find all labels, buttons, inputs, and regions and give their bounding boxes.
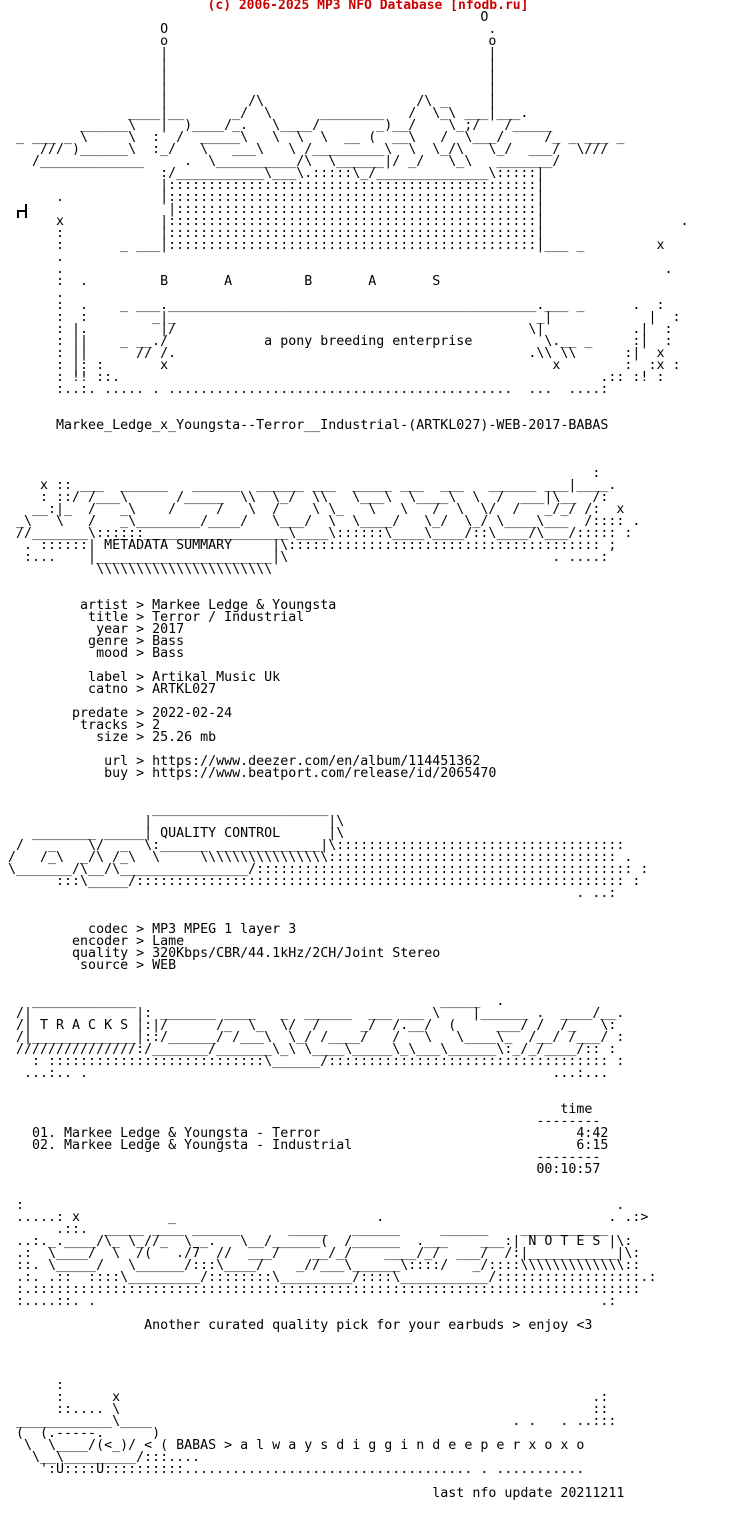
nfo-line: \__\_________/:::.... [0, 1450, 201, 1465]
nfo-line: 00:10:57 [0, 1162, 601, 1177]
nfo-line: . ::::::| METADATA SUMMARY |\::::::::::::::::::::::::::::::::::::::: ; [0, 538, 617, 553]
nfo-line: -------- [0, 1150, 601, 1165]
nfo-line: | | [0, 70, 497, 85]
nfo-line: ______\ | )____/_. \____/ _)__/ \_;/ /_____ [0, 118, 553, 133]
nfo-line: : [0, 1378, 65, 1393]
nfo-line: last nfo update 20211211 [0, 1486, 625, 1501]
nfo-line: title > Terror / Industrial [0, 610, 305, 625]
nfo-line: /| T R A C K S |:|/ /_ \_ \/ / _/ /.__/ ( ___/ / /_ \: [0, 1018, 617, 1033]
nfo-line: : _ ___|::::::::::::::::::::::::::::::::::::::::::::::|___ _ x [0, 238, 665, 253]
nfo-line [0, 780, 736, 792]
nfo-line: url > https://www.deezer.com/en/album/114451362 [0, 754, 481, 769]
nfo-line: :.:::::::::::::::::::::::::::::::::::::::::::::::::::::::::::::::::::::::::::: [0, 1282, 641, 1297]
nfo-line: : |. |/ \| .| : [0, 322, 673, 337]
nfo-line: -------- [0, 1114, 601, 1129]
nfo-line: Markee_Ledge_x_Youngsta--Terror__Industrial-(ARTKL027)-WEB-2017-BABAS [0, 418, 609, 433]
nfo-line: source > WEB [0, 958, 177, 973]
nfo-line [0, 432, 736, 444]
nfo-line: : ::/ /___\ /_____ \\ \_/ \\ \___\ \____\ \ / ___|\__ /: [0, 490, 609, 505]
nfo-line: ///////////////:/_______/_______\_\ \____\_____\_\___\______\:_/_/____/:: : [0, 1042, 617, 1057]
nfo-line [0, 444, 736, 456]
nfo-line: ____________\____ . . . ..::: [0, 1414, 617, 1429]
nfo-line: ::. \_____/ \______/:::\____/ _//___\______\::::/ _/::::\\\\\\\\\\\\\:: [0, 1258, 641, 1273]
nfo-line: /_____________ . \__________/\ \______|/ _/ \_\ _______/ [0, 154, 561, 169]
nfo-line: ...:.. . ...:... [0, 1066, 609, 1081]
nfo-line: :....::. . .: [0, 1294, 617, 1309]
nfo-line: .....: x _ . . .:> [0, 1210, 649, 1225]
nfo-line: |::::::::::::::::::::::::::::::::::::::::::::::| [0, 178, 545, 193]
nfo-line: o o [0, 34, 497, 49]
nfo-line: . [0, 286, 65, 301]
nfo-line: : |::::::::::::::::::::::::::::::::::::::::::::::| [0, 226, 545, 241]
nfo-line [0, 1332, 736, 1344]
nfo-line: ':U::::U::::::::::.................................... . ........... [0, 1462, 585, 1477]
nfo-line: :..:. ..... . ........................................... ... ....: [0, 382, 609, 397]
nfo-line: encoder > Lame [0, 934, 185, 949]
nfo-line: :... |______________________|\ . ....: [0, 550, 609, 565]
nfo-line: x |::::::::::::::::::::::::::::::::::::::::::::::| . [0, 214, 689, 229]
nfo-line: predate > 2022-02-24 [0, 706, 233, 721]
nfo-line: genre > Bass [0, 634, 185, 649]
nfo-line: //_______\::::::__________________\____\::::::\____\____/::\____/\___/::::: : [0, 526, 633, 541]
nfo-line [0, 1176, 736, 1188]
nfo-line: ( (.-----. ) [0, 1426, 161, 1441]
nfo-line: | | [0, 46, 497, 61]
nfo-line: : [0, 466, 601, 481]
nfo-line: _____________ _____ . [0, 994, 505, 1009]
nfo-line: O . [0, 22, 497, 37]
nfo-line: __:|_ / _\ / / \ / \ \_ \ \ / \ \/ / _/_/ /: x [0, 502, 625, 517]
nfo-line: : !! ::. .:: :! : [0, 370, 665, 385]
nfo-line: / /_\ _/\ /_\ \ \\\\\\\\\\\\\\\\:::::::::::::::::::::::::::::::::::: . [0, 850, 633, 865]
nfo-line: . . [0, 262, 673, 277]
nfo-line: tracks > 2 [0, 718, 161, 733]
nfo-line: . [0, 250, 65, 265]
nfo-line: . |::::::::::::::::::::::::::::::::::::::::::::::| [0, 190, 545, 205]
nfo-line: ____|__ _/ \ ________ / \_\ ___|___. [0, 106, 529, 121]
nfo-line: : : _|_ _| | : [0, 310, 681, 325]
nfo-line: : . _ ___.______________________________________________.___ _ . : [0, 298, 665, 313]
nfo-line: artist > Markee Ledge & Youngsta [0, 598, 337, 613]
nfodb-copyright-header: (c) 2006-2025 MP3 NFO Database [nfodb.ru] [207, 0, 529, 13]
nfo-line [0, 972, 736, 984]
nfo-line: : |: : x x : :x : [0, 358, 681, 373]
nfo-line: : :::::::::::::::::::::::::::\______/::::::::::::::::::::::::::::::::::: : [0, 1054, 625, 1069]
nfo-line: ..:._.____/\_ \_//_ \ _. \__/______( /______ .___ ___:| N O T E S |\: [0, 1234, 633, 1249]
nfo-line: /|_____________|::/______/ /___\ \_/ /____/ / \ \____\_ /__/ /___/ : [0, 1030, 625, 1045]
nfo-text-body [0, 12, 736, 1500]
nfo-line [0, 1080, 736, 1092]
nfo-line [0, 576, 736, 588]
nfo-line: ______________________ [0, 802, 329, 817]
nfo-line: quality > 320Kbps/CBR/44.1kHz/2CH/Joint Stereo [0, 946, 441, 961]
nfo-line: _ ___ _ \ \ : / _____\ \ \ \ __ ( __\ / \___/ /_ _ ___ _ [0, 130, 625, 145]
nfo-line: :::\_____/::::::::::::::::::::::::::::::::::::::::::::::::::::::::::::: : [0, 874, 641, 889]
nfo-line: : x .: [0, 1390, 609, 1405]
nfo-line: time [0, 1102, 593, 1117]
nfo-line: \_______/\__/\________________/::::::::::::::::::::::::::::::::::::::::::::::: : [0, 862, 649, 877]
nfo-line: .: \____/ \ /( ./7 // ___/ __/_/ ____/_/ ___/ /:|___________|\: [0, 1246, 641, 1261]
nfo-line: mood > Bass [0, 646, 185, 661]
nfo-line: | |\ [0, 814, 345, 829]
nfo-line [0, 1356, 736, 1368]
nfo-line: | | [0, 58, 497, 73]
nfo-line: \\\\\\\\\\\\\\\\\\\\\\ [0, 562, 273, 577]
nfo-line: year > 2017 [0, 622, 185, 637]
nfo-line: : . B A B A S [0, 274, 441, 289]
nfo-line: O [0, 10, 489, 25]
nfo-line: /// )______\ :_/ \ ___\ \ /_________\ \ \_/\ \_/ ___/ \/// [0, 142, 609, 157]
nfo-line: / _ \/ _ \:______ _____________|\:::::::::::::::::::::::::::::::::::: [0, 838, 625, 853]
nfo-line: /| |: _______ ____ _ ______ ___ ___ \ |______ . ____/__. [0, 1006, 625, 1021]
nfo-line: : . [0, 1198, 625, 1213]
nfo-line: | /\ /\ _ | [0, 94, 497, 109]
nfo-line: .:. .:: ::::\_________/::::::::\_________/::::\___________/::::::::::::::::::.: [0, 1270, 657, 1285]
nfo-line: ::.... \ :: [0, 1402, 609, 1417]
nfo-line [0, 900, 736, 912]
nfo-line [0, 1368, 736, 1380]
nfo-line: ________ _____| QUALITY CONTROL |\ [0, 826, 345, 841]
nfo-line: size > 25.26 mb [0, 730, 217, 745]
nfo-line [0, 396, 736, 408]
nfo-line: : || // /. .\\ \\ :| x [0, 346, 665, 361]
nfo-line: 01. Markee Ledge & Youngsta - Terror 4:42 [0, 1126, 609, 1141]
nfo-line: _\ \ / _\________/____/ \___/ \ \____/ \_/ \_/ \____\___ /:::: . [0, 514, 641, 529]
nfo-line: catno > ARTKL027 [0, 682, 217, 697]
nfo-line: \ \____/(<_)/ < ( BABAS > a l w a y s d i g g i n d e e p e r x o x o [0, 1438, 585, 1453]
nfo-line: | | [0, 82, 497, 97]
nfo-line: :/___________\___\.:::::\_/______________\:::::| [0, 166, 545, 181]
nfo-line [0, 1344, 736, 1356]
nfo-line: Another curated quality pick for your earbuds > enjoy <3 [0, 1318, 593, 1333]
nfo-line: label > Artikal Music Uk [0, 670, 281, 685]
nfo-line: . ..: [0, 886, 617, 901]
nfo-line: .::. _____ ____ ______ _____ ______ ______ ___________ [0, 1222, 609, 1237]
nfo-line: 02. Markee Ledge & Youngsta - Industrial 6:15 [0, 1138, 609, 1153]
nfo-line: x :: ___ ______ ______ ______ ___ _____ ___ ___ ______ ___|____. [0, 478, 617, 493]
nfo-line: codec > MP3 MPEG 1 layer 3 [0, 922, 297, 937]
nfo-line: : || _ __./ a pony breeding enterprise \.__ _ :| : [0, 334, 673, 349]
nfo-line: |:::::::::::::::::::::::::::::::::::::::::::::| [0, 202, 545, 217]
nfo-line: buy > https://www.beatport.com/release/id/2065470 [0, 766, 497, 781]
